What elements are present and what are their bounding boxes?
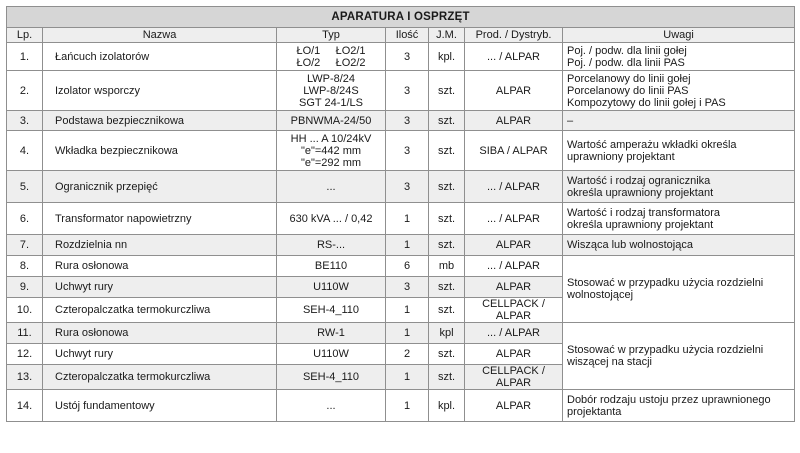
cell-lp: 8.	[7, 256, 43, 277]
cell-uwagi	[563, 171, 795, 203]
cell-typ: U110W	[277, 344, 386, 365]
cell-ilosc: 1	[386, 203, 429, 235]
cell-prod: ... / ALPAR	[465, 256, 563, 277]
cell-prod: CELLPACK / ALPAR	[465, 365, 563, 390]
header-prod: Prod. / Dystryb.	[465, 28, 563, 43]
uwagi-line: wiszącej na stacji	[567, 356, 652, 368]
cell-prod: ALPAR	[465, 344, 563, 365]
cell-ilosc: 6	[386, 256, 429, 277]
cell-jm: kpl.	[429, 43, 465, 71]
cell-ilosc: 2	[386, 344, 429, 365]
uwagi-line: Kompozytowy do linii gołej i PAS	[567, 96, 726, 109]
uwagi-line: wolnostojącej	[567, 289, 634, 301]
cell-uwagi	[563, 43, 795, 71]
cell-nazwa: Rura osłonowa	[43, 256, 277, 277]
uwagi-line: Wartość amperażu wkładki określa	[567, 138, 737, 151]
cell-nazwa: Czteropalczatka termokurczliwa	[43, 298, 277, 323]
cell-prod: ALPAR	[465, 235, 563, 256]
cell-typ	[277, 43, 386, 71]
table-row	[7, 256, 795, 277]
cell-prod: CELLPACK / ALPAR	[465, 298, 563, 323]
cell-prod: ALPAR	[465, 111, 563, 131]
header-uwagi: Uwagi	[563, 28, 795, 43]
cell-typ: SEH-4_110	[277, 298, 386, 323]
typ-line: HH ... A 10/24kV	[290, 132, 372, 145]
table-row	[7, 111, 795, 131]
uwagi-line: projektanta	[567, 405, 622, 418]
cell-jm: szt.	[429, 298, 465, 323]
cell-nazwa: Łańcuch izolatorów	[43, 43, 277, 71]
cell-jm: szt.	[429, 71, 465, 111]
equipment-table-container	[6, 6, 794, 422]
cell-lp: 1.	[7, 43, 43, 71]
cell-jm: kpl.	[429, 390, 465, 422]
cell-jm: szt.	[429, 277, 465, 298]
cell-prod: SIBA / ALPAR	[465, 131, 563, 171]
uwagi-line: Wartość i rodzaj transformatora	[567, 206, 721, 219]
uwagi-line: Dobór rodzaju ustoju przez uprawnionego	[567, 393, 771, 406]
table-row	[7, 43, 795, 71]
typ-iso-grid	[296, 45, 365, 69]
uwagi-line: Porcelanowy do linii gołej	[567, 72, 691, 85]
cell-ilosc: 1	[386, 298, 429, 323]
equipment-table	[6, 6, 795, 422]
cell-typ: U110W	[277, 277, 386, 298]
cell-jm: mb	[429, 256, 465, 277]
typ-line: ŁO/2 ŁO2/2	[296, 56, 366, 69]
header-nazwa: Nazwa	[43, 28, 277, 43]
cell-typ: SEH-4_110	[277, 365, 386, 390]
cell-lp: 2.	[7, 71, 43, 111]
cell-typ	[277, 71, 386, 111]
cell-lp: 3.	[7, 111, 43, 131]
cell-uwagi: –	[563, 111, 795, 131]
cell-uwagi	[563, 203, 795, 235]
cell-uwagi	[563, 131, 795, 171]
table-row	[7, 323, 795, 344]
cell-typ: ...	[277, 390, 386, 422]
cell-ilosc: 1	[386, 365, 429, 390]
cell-jm: szt.	[429, 203, 465, 235]
uwagi-line: uprawniony projektant	[567, 150, 675, 163]
cell-nazwa: Uchwyt rury	[43, 344, 277, 365]
cell-nazwa: Ogranicznik przepięć	[43, 171, 277, 203]
uwagi-line: Poj. / podw. dla linii PAS	[567, 56, 685, 69]
cell-lp: 9.	[7, 277, 43, 298]
header-jm: J.M.	[429, 28, 465, 43]
cell-lp: 7.	[7, 235, 43, 256]
cell-lp: 6.	[7, 203, 43, 235]
cell-ilosc: 1	[386, 390, 429, 422]
typ-line: LWP-8/24	[306, 72, 356, 85]
cell-lp: 12.	[7, 344, 43, 365]
cell-lp: 4.	[7, 131, 43, 171]
cell-ilosc: 3	[386, 111, 429, 131]
cell-lp: 5.	[7, 171, 43, 203]
typ-line: "e"=442 mm	[300, 144, 362, 157]
uwagi-line: określa uprawniony projektant	[567, 218, 714, 231]
cell-typ: RW-1	[277, 323, 386, 344]
cell-prod: ... / ALPAR	[465, 171, 563, 203]
cell-typ: BE110	[277, 256, 386, 277]
cell-jm: szt.	[429, 365, 465, 390]
header-typ: Typ	[277, 28, 386, 43]
table-row	[7, 390, 795, 422]
cell-typ: ...	[277, 171, 386, 203]
uwagi-line: Porcelanowy do linii PAS	[567, 84, 689, 97]
table-row	[7, 171, 795, 203]
cell-nazwa: Rura osłonowa	[43, 323, 277, 344]
cell-nazwa: Izolator wsporczy	[43, 71, 277, 111]
cell-uwagi-group	[563, 323, 795, 390]
cell-lp: 13.	[7, 365, 43, 390]
cell-jm: szt.	[429, 111, 465, 131]
uwagi-line: Stosować w przypadku użycia rozdzielni	[567, 344, 764, 356]
typ-line: "e"=292 mm	[300, 156, 362, 169]
cell-prod: ... / ALPAR	[465, 323, 563, 344]
cell-uwagi	[563, 390, 795, 422]
cell-nazwa: Czteropalczatka termokurczliwa	[43, 365, 277, 390]
table-row	[7, 71, 795, 111]
header-lp: Lp.	[7, 28, 43, 43]
cell-lp: 11.	[7, 323, 43, 344]
cell-typ: PBNWMA-24/50	[277, 111, 386, 131]
cell-ilosc: 1	[386, 323, 429, 344]
cell-typ: 630 kVA ... / 0,42	[277, 203, 386, 235]
uwagi-line: Wartość i rodzaj ogranicznika	[567, 174, 711, 187]
header-ilosc: Ilość	[386, 28, 429, 43]
cell-nazwa: Uchwyt rury	[43, 277, 277, 298]
cell-nazwa: Ustój fundamentowy	[43, 390, 277, 422]
cell-ilosc: 3	[386, 43, 429, 71]
cell-prod: ALPAR	[465, 390, 563, 422]
cell-nazwa: Rozdzielnia nn	[43, 235, 277, 256]
cell-nazwa: Podstawa bezpiecznikowa	[43, 111, 277, 131]
cell-jm: szt.	[429, 235, 465, 256]
cell-prod: ALPAR	[465, 71, 563, 111]
cell-prod: ALPAR	[465, 277, 563, 298]
cell-ilosc: 3	[386, 71, 429, 111]
cell-jm: szt.	[429, 131, 465, 171]
cell-ilosc: 3	[386, 131, 429, 171]
cell-lp: 14.	[7, 390, 43, 422]
cell-ilosc: 3	[386, 171, 429, 203]
table-row	[7, 235, 795, 256]
uwagi-line: Poj. / podw. dla linii gołej	[567, 44, 687, 57]
cell-typ: RS-...	[277, 235, 386, 256]
table-title: APARATURA I OSPRZĘT	[7, 7, 795, 28]
cell-uwagi	[563, 71, 795, 111]
typ-line: LWP-8/24S	[303, 84, 359, 97]
cell-ilosc: 3	[386, 277, 429, 298]
cell-nazwa: Transformator napowietrzny	[43, 203, 277, 235]
table-row	[7, 131, 795, 171]
cell-typ	[277, 131, 386, 171]
cell-nazwa: Wkładka bezpiecznikowa	[43, 131, 277, 171]
uwagi-line: Stosować w przypadku użycia rozdzielni	[567, 277, 764, 289]
table-row	[7, 203, 795, 235]
cell-jm: szt.	[429, 344, 465, 365]
cell-lp: 10.	[7, 298, 43, 323]
cell-jm: szt.	[429, 171, 465, 203]
cell-ilosc: 1	[386, 235, 429, 256]
typ-line: ŁO/1 ŁO2/1	[296, 44, 366, 57]
typ-line: SGT 24-1/LS	[299, 96, 363, 109]
cell-prod: ... / ALPAR	[465, 43, 563, 71]
cell-prod: ... / ALPAR	[465, 203, 563, 235]
uwagi-line: określa uprawniony projektant	[567, 186, 714, 199]
cell-uwagi-group	[563, 256, 795, 323]
cell-uwagi: Wisząca lub wolnostojąca	[563, 235, 795, 256]
cell-jm: kpl	[429, 323, 465, 344]
